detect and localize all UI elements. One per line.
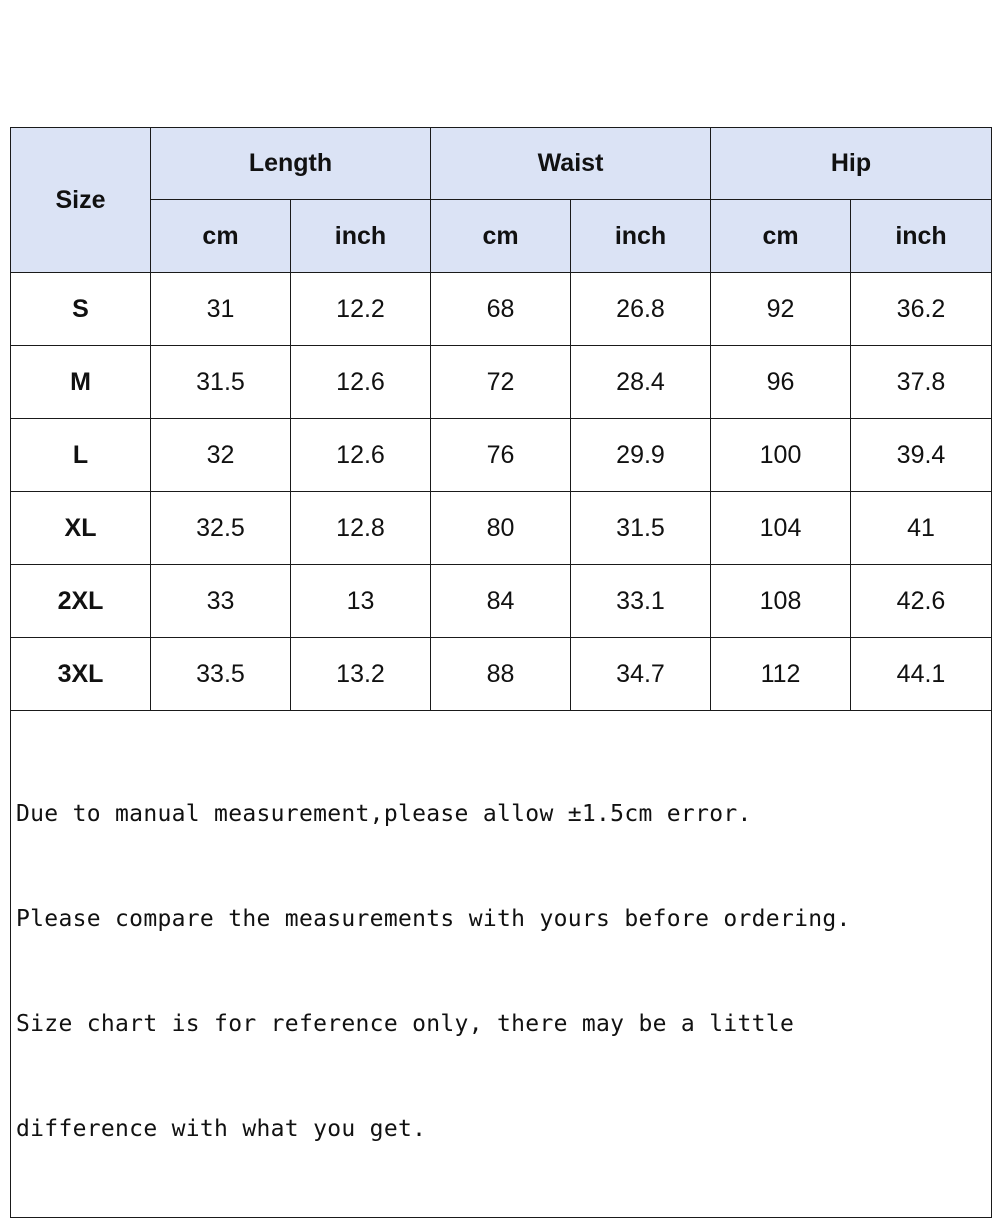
measurement-cell: 96: [711, 346, 851, 419]
size-label: 3XL: [11, 638, 151, 711]
header-row-units: [11, 200, 992, 273]
measurement-cell: 13.2: [291, 638, 431, 711]
table-row: [11, 565, 992, 638]
size-label: 2XL: [11, 565, 151, 638]
measurement-cell: 33.1: [571, 565, 711, 638]
measurement-cell: 112: [711, 638, 851, 711]
measurement-cell: 92: [711, 273, 851, 346]
waist-group-header: Waist: [431, 128, 711, 200]
measurement-cell: 39.4: [851, 419, 992, 492]
measurement-cell: 34.7: [571, 638, 711, 711]
note-line: difference with what you get.: [16, 1116, 427, 1142]
measurement-cell: 13: [291, 565, 431, 638]
measurement-cell: 68: [431, 273, 571, 346]
measurement-cell: 100: [711, 419, 851, 492]
measurement-cell: 42.6: [851, 565, 992, 638]
note-line: Due to manual measurement,please allow ±1.5cm error.: [16, 801, 752, 827]
size-label: XL: [11, 492, 151, 565]
measurement-notes: [11, 711, 992, 1218]
measurement-cell: 31.5: [571, 492, 711, 565]
measurement-cell: 84: [431, 565, 571, 638]
table-row: [11, 346, 992, 419]
measurement-cell: 33.5: [151, 638, 291, 711]
measurement-cell: 104: [711, 492, 851, 565]
measurement-cell: 26.8: [571, 273, 711, 346]
measurement-cell: 44.1: [851, 638, 992, 711]
header-row-groups: [11, 128, 992, 200]
size-chart-table: [10, 127, 992, 1218]
size-label: L: [11, 419, 151, 492]
measurement-cell: 72: [431, 346, 571, 419]
measurement-cell: 29.9: [571, 419, 711, 492]
measurement-cell: 12.2: [291, 273, 431, 346]
table-row: [11, 273, 992, 346]
measurement-cell: 12.8: [291, 492, 431, 565]
table-row: [11, 419, 992, 492]
measurement-cell: 33: [151, 565, 291, 638]
measurement-cell: 80: [431, 492, 571, 565]
measurement-cell: 41: [851, 492, 992, 565]
measurement-cell: 12.6: [291, 419, 431, 492]
table-row: [11, 638, 992, 711]
note-line: Size chart is for reference only, there may be a little: [16, 1011, 795, 1037]
size-label: S: [11, 273, 151, 346]
measurement-cell: 28.4: [571, 346, 711, 419]
unit-header: inch: [851, 200, 992, 273]
measurement-cell: 31: [151, 273, 291, 346]
measurement-cell: 12.6: [291, 346, 431, 419]
unit-header: cm: [151, 200, 291, 273]
measurement-cell: 37.8: [851, 346, 992, 419]
size-rows: [11, 273, 992, 711]
table-row: [11, 492, 992, 565]
measurement-cell: 88: [431, 638, 571, 711]
note-line: Please compare the measurements with yours before ordering.: [16, 906, 851, 932]
notes-row: [11, 711, 992, 1218]
unit-header: cm: [431, 200, 571, 273]
length-group-header: Length: [151, 128, 431, 200]
size-column-header: Size: [11, 128, 151, 273]
unit-header: inch: [571, 200, 711, 273]
measurement-cell: 32: [151, 419, 291, 492]
measurement-cell: 76: [431, 419, 571, 492]
measurement-cell: 108: [711, 565, 851, 638]
size-label: M: [11, 346, 151, 419]
hip-group-header: Hip: [711, 128, 992, 200]
measurement-cell: 36.2: [851, 273, 992, 346]
unit-header: cm: [711, 200, 851, 273]
measurement-cell: 32.5: [151, 492, 291, 565]
measurement-cell: 31.5: [151, 346, 291, 419]
unit-header: inch: [291, 200, 431, 273]
